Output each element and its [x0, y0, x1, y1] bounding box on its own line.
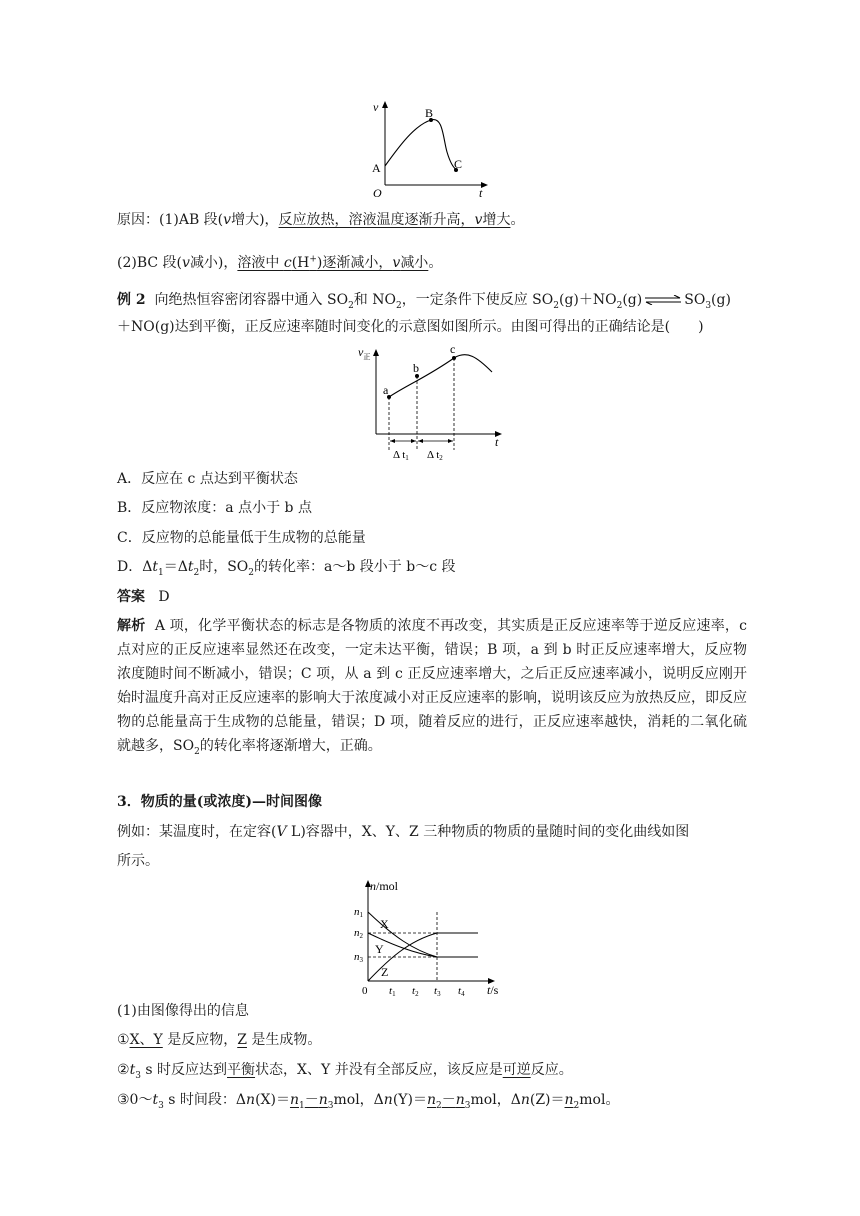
fig2-dt1-label: Δ t1 [393, 449, 409, 462]
fig2-label-a: a [383, 383, 389, 397]
fig2-x-label: t [495, 435, 499, 449]
fig1-curve [385, 120, 457, 170]
info-3-blank-z: $n_2$ [564, 1092, 580, 1111]
example-3-line-1: 例如：某温度时，在定容(V L)容器中，X、Y、Z 三种物质的物质的量随时间的变化曲线如图 [117, 824, 690, 840]
fig2-y-label: $v_正$ [358, 345, 371, 361]
fig1-y-label: v [373, 100, 379, 114]
fig3-n3: n3 [354, 951, 363, 964]
info-title: (1)由图像得出的信息 [117, 1003, 249, 1019]
info-line-3: $③0\sim t_3$ s 时间段：$\Delta n(X)=n_1-n_3mol$，$\Delta n(Y)=n_2-n_3mol$，$\Delta n(Z)=n_2mol$。 [117, 1092, 620, 1111]
fig3-t3: t3 [434, 985, 441, 996]
fig3-y-label: n/mol [370, 879, 399, 893]
fig2-label-b: b [413, 361, 419, 375]
figure-2-rate-curve [352, 342, 512, 466]
fig3-label-z: Z [381, 965, 389, 979]
info-line-2: $②t_3$ s 时反应达到平衡状态，X、Y 并没有全部反应，该反应是可逆反应。 [117, 1062, 573, 1081]
reason-1-answer: 反应放热，溶液温度逐渐升高，v增大 [278, 212, 511, 228]
fig3-origin: 0 [362, 985, 368, 996]
fig3-label-y: Y [375, 942, 384, 956]
fig1-y-arrow [382, 101, 388, 108]
fig1-label-a: A [372, 161, 381, 175]
info-1-blank-product: Z [237, 1032, 247, 1048]
section-3-title: 3．物质的量(或浓度)—时间图像 [117, 794, 322, 810]
info-3-blank-x: $n_1-n_3$ [289, 1092, 334, 1111]
reason-line-2: (2)BC 段(v减小)，溶液中 c(H+)逐渐减小，v减小。 [117, 254, 443, 271]
info-3-blank-y: $n_2-n_3$ [427, 1092, 471, 1111]
info-1-blank-reactants: X、Y [129, 1032, 163, 1048]
fig3-n1: n1 [354, 906, 363, 919]
fig2-y-arrow [373, 349, 379, 356]
option-c: C．反应物的总能量低于生成物的总能量 [117, 530, 366, 546]
fig3-t1: t1 [389, 985, 396, 996]
info-2-blank-reversible: 可逆 [502, 1062, 531, 1078]
answer-value: D [158, 589, 170, 605]
option-d: D．$\Delta t_1=\Delta t_2$时，$SO_2$的转化率：a～b 段小于 b～c 段 [117, 559, 456, 578]
fig3-x-label: t/s [487, 983, 499, 996]
fig3-t4: t4 [458, 985, 465, 996]
option-b: B．反应物浓度：a 点小于 b 点 [117, 500, 312, 516]
example-3-line-2: 所示。 [117, 853, 159, 869]
info-2-blank-equilibrium: 平衡 [227, 1062, 256, 1078]
fig3-t2: t2 [412, 985, 419, 996]
reason-line-1: 原因：(1)AB 段(v增大)，反应放热，溶液温度逐渐升高，v增大。 [117, 212, 525, 228]
fig1-x-label: t [479, 186, 483, 200]
fig2-label-c: c [450, 342, 456, 356]
answer-line [117, 587, 170, 607]
fig3-n2: n2 [354, 927, 363, 940]
analysis-paragraph: 解析 A 项，化学平衡状态的标志是各物质的浓度不再改变，其实质是正反应速率等于逆反应速率，c 点对应的正反应速率显然还在改变，一定未达平衡，错误；B 项，a 到 b 时正反应速率增大，反应物浓度随时间不断减小，错误；C 项，从 a 到 c 正反应速率增大，之后正反应速率减小，说明反应刚开始时温度升高对正反应速率的影响大于浓度减小对正反应速率的影响，说明该反应为放热反应，即反应物的总能量高于生成物的总能量，错误；D 项，随着反应的进行，正反应速率越快，消耗的二氧化硫就越多，$SO_2$的转化率将逐渐增大，正确。 [117, 618, 748, 757]
info-line-1: ①X、Y 是反应物，Z 是生成物。 [117, 1032, 322, 1048]
fig1-label-c: C [454, 157, 463, 171]
fig3-label-x: X [380, 917, 389, 931]
fig2-dt2-label: Δ t2 [427, 449, 443, 462]
example-2-line-2: ＋NO(g)达到平衡，正反应速率随时间变化的示意图如图所示。由图可得出的正确结论是( ) [117, 319, 704, 335]
answer-label: 答案 [117, 589, 145, 605]
fig1-origin: O [373, 186, 382, 200]
example-2-label: 例 2 [117, 292, 146, 308]
fig2-curve [389, 355, 492, 397]
figure-3-amount-time [348, 878, 512, 996]
reason-2-answer: 溶液中 c(H+)逐渐减小，v减小 [237, 254, 429, 271]
analysis-label: 解析 [117, 618, 146, 634]
option-a: A．反应在 c 点达到平衡状态 [117, 471, 298, 487]
example-2-line-1: 例 2 向绝热恒容密闭容器中通入 $SO_2$和 $NO_2$，一定条件下使反应 $SO_2(g)+NO_2(g)$ $SO_3(g)$ [117, 292, 731, 311]
figure-1-rate-curve [365, 100, 495, 200]
equilibrium-arrow-icon [644, 295, 682, 305]
fig1-label-b: B [425, 106, 434, 120]
